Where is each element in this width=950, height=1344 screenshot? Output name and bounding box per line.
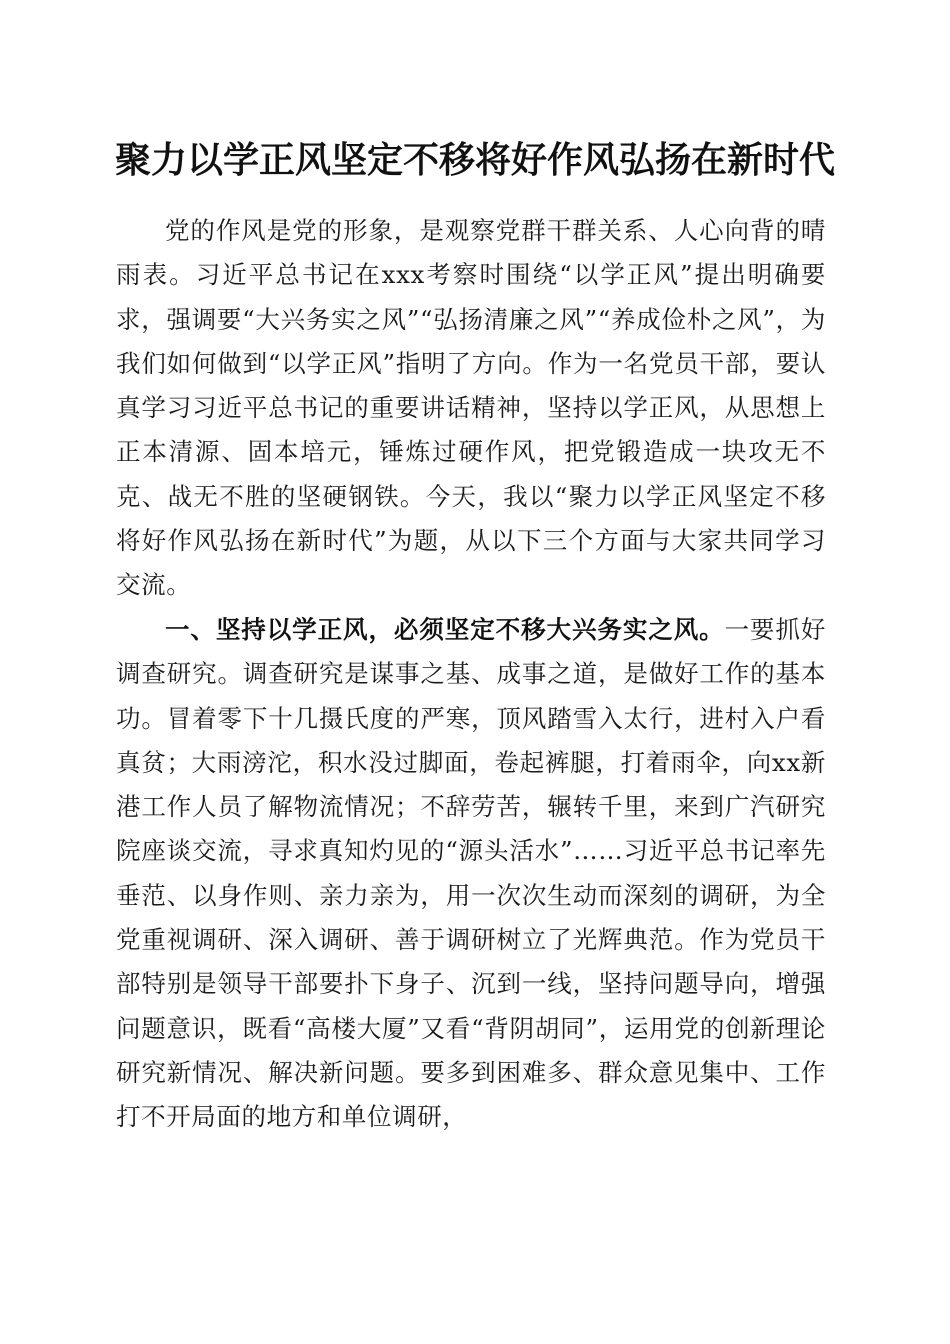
- intro-paragraph-text: 党的作风是党的形象，是观察党群干群关系、人心向背的晴雨表。习近平总书记在xxx考察时围绕“以学正风”提出明确要求，强调要“大兴务实之风”“弘扬清廉之风”“养成俭朴之风”，为我们如何做到“以学正风”指明了方向。作为一名党员干部，要认真学习习近平总书记的重要讲话精神，坚持以学正风，从思想上正本清源、固本培元，锤炼过硬作风，把党锻造成一块攻无不克、战无不胜的坚硬钢铁。今天，我以“聚力以学正风坚定不移将好作风弘扬在新时代”为题，从以下三个方面与大家共同学习交流。: [116, 216, 826, 600]
- document-title: 聚力以学正风坚定不移将好作风弘扬在新时代: [114, 139, 835, 181]
- section-one-text: 一要抓好调查研究。调查研究是谋事之基、成事之道，是做好工作的基本功。冒着零下十几摄氏度的严寒，顶风踏雪入太行，进村入户看真贫；大雨滂沱，积水没过脚面，卷起裤腿，打着雨伞，向xx新港工作人员了解物流情况；不辞劳苦，辗转千里，来到广汽研究院座谈交流，寻求真知灼见的“源头活水”……习近平总书记率先垂范、以身作则、亲力亲为，用一次次生动而深刻的调研，为全党重视调研、深入调研、善于调研树立了光辉典范。作为党员干部特别是领导干部要扑下身子、沉到一线，坚持问题导向，增强问题意识，既看“高楼大厦”又看“背阴胡同”，运用党的创新理论研究新情况、解决新问题。要多到困难多、群众意见集中、工作打不开局面的地方和单位调研，: [116, 615, 827, 1132]
- section-one-paragraph: [116, 608, 826, 1140]
- intro-paragraph: [116, 209, 826, 608]
- section-one-heading: 一、坚持以学正风，必须坚定不移大兴务实之风。: [165, 615, 725, 644]
